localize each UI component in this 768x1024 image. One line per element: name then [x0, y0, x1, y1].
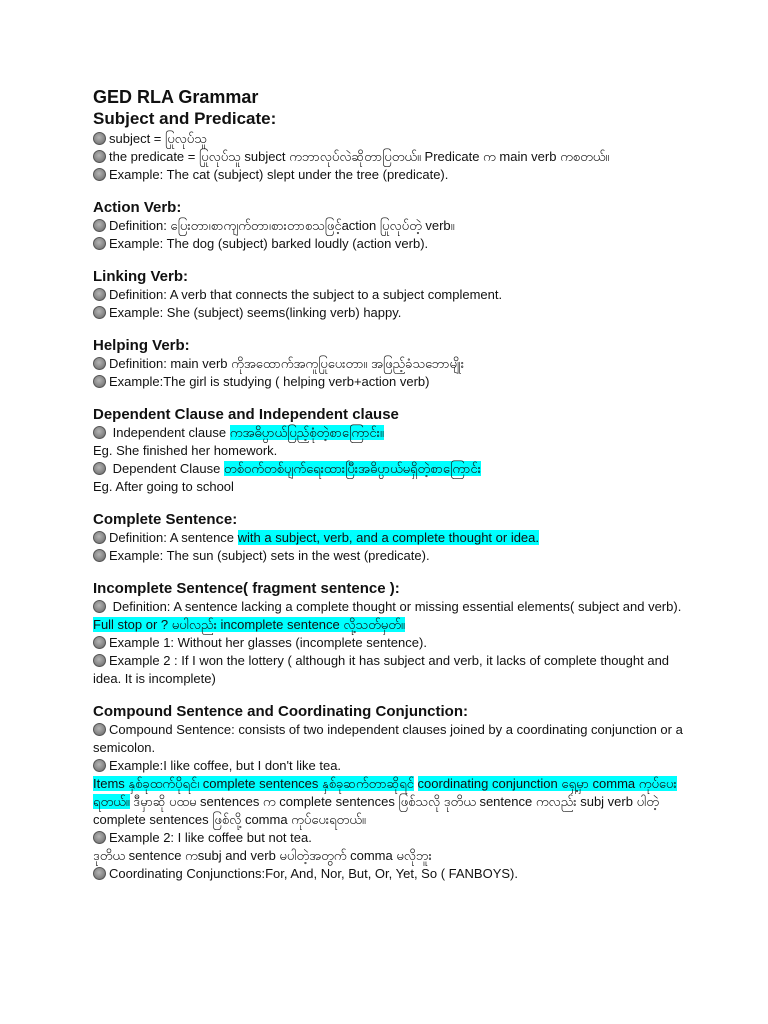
linking-verb-example: Example: She (subject) seems(linking verb) happy. — [93, 304, 683, 322]
bullet-icon — [93, 723, 106, 736]
compound-sentence-example-1: Example:I like coffee, but I don't like tea. — [93, 757, 683, 775]
bullet-icon — [93, 600, 106, 613]
highlighted-text: Items နှစ်ခုထက်ပိုရင်၊ complete sentences နှစ်ခုဆက်တာဆိုရင် — [93, 776, 414, 791]
document-page — [93, 86, 683, 883]
highlighted-text: ကအဓိပ္ပာယ်ပြည့်စုံတဲ့စာကြောင်း။ — [229, 425, 384, 440]
highlighted-text: တစ်ဝက်တစ်ပျက်ရေးထားပြီးအဓိပ္ပာယ်မရှိတဲ့စာကြောင်း — [223, 461, 481, 476]
independent-clause-line: Independent clause ကအဓိပ္ပာယ်ပြည့်စုံတဲ့စာကြောင်း။ — [93, 424, 683, 442]
predicate-line: the predicate = ပြုလုပ်သူ subject ကဘာလုပ်လဲဆိုတာပြတယ်။ Predicate က main verb ကစတယ်။ — [93, 148, 683, 166]
bullet-icon — [93, 462, 106, 475]
helping-verb-definition: Definition: main verb ကိုအထောက်အကူပြုပေးတာ။ အဖြည့်ခံသဘောမျိုး — [93, 355, 683, 373]
helping-verb-example: Example:The girl is studying ( helping verb+action verb) — [93, 373, 683, 391]
document-title: GED RLA Grammar — [93, 87, 259, 107]
incomplete-sentence-definition: Definition: A sentence lacking a complete thought or missing essential elements( subject and verb). Full stop or ? မပါလည်း incomplete sentence လို့သတ်မှတ်။ — [93, 599, 682, 632]
dependent-clause-line: Dependent Clause တစ်ဝက်တစ်ပျက်ရေးထားပြီးအဓိပ္ပာယ်မရှိတဲ့စာကြောင်း — [93, 460, 683, 478]
bullet-icon — [93, 549, 106, 562]
subject-predicate-example: Example: The cat (subject) slept under the tree (predicate). — [93, 166, 683, 184]
bullet-icon — [93, 357, 106, 370]
bullet-icon — [93, 759, 106, 772]
bullet-icon — [93, 531, 106, 544]
action-verb-definition: Definition: ပြေးတာ၊စာကျက်တာ၊စားတာစသဖြင့်action ပြုလုပ်တဲ့ verb။ — [93, 217, 683, 235]
highlighted-text: Full stop or ? မပါလည်း incomplete sentence လို့သတ်မှတ်။ — [93, 617, 405, 632]
section-heading-action-verb: Action Verb: — [93, 199, 182, 216]
compound-sentence-example-2: Example 2: I like coffee but not tea. — [93, 829, 683, 847]
bullet-icon — [93, 237, 106, 250]
independent-clause-example: Eg. She finished her homework. — [93, 443, 278, 458]
bullet-icon — [93, 306, 106, 319]
subject-line: subject = ပြုလုပ်သူ — [93, 130, 683, 148]
incomplete-sentence-example-1: Example 1: Without her glasses (incomplete sentence). — [93, 634, 683, 652]
action-verb-example: Example: The dog (subject) barked loudly (action verb). — [93, 235, 683, 253]
section-heading-clauses: Dependent Clause and Independent clause — [93, 406, 399, 423]
complete-sentence-definition: Definition: A sentence with a subject, verb, and a complete thought or idea. — [93, 529, 683, 547]
section-heading-incomplete-sentence: Incomplete Sentence( fragment sentence ): — [93, 580, 400, 597]
bullet-icon — [93, 867, 106, 880]
incomplete-sentence-example-2: Example 2 : If I won the lottery ( although it has subject and verb, it lacks of complete thought and idea. It is incomplete) — [93, 653, 670, 686]
bullet-icon — [93, 831, 106, 844]
compound-sentence-note-2: ဒုတိယ sentence ကsubj and verb မပါတဲ့အတွက် comma မလိုဘူး — [93, 848, 432, 863]
section-heading-helping-verb: Helping Verb: — [93, 337, 190, 354]
highlighted-text: coordinating conjunction ရှေ့မှာ comma ကုပ်ပေးရတယ်။ — [93, 776, 677, 809]
highlighted-text: with a subject, verb, and a complete thought or idea. — [237, 530, 540, 545]
dependent-clause-example: Eg. After going to school — [93, 479, 234, 494]
bullet-icon — [93, 132, 106, 145]
bullet-icon — [93, 375, 106, 388]
section-heading-complete-sentence: Complete Sentence: — [93, 511, 238, 528]
section-heading-linking-verb: Linking Verb: — [93, 268, 189, 285]
bullet-icon — [93, 168, 106, 181]
linking-verb-definition: Definition: A verb that connects the subject to a subject complement. — [93, 286, 683, 304]
compound-sentence-definition: Compound Sentence: consists of two independent clauses joined by a coordinating conjunction or a semicolon. — [93, 722, 683, 755]
bullet-icon — [93, 636, 106, 649]
section-heading-subject-predicate: Subject and Predicate: — [93, 109, 277, 128]
coordinating-conjunctions: Coordinating Conjunctions:For, And, Nor, But, Or, Yet, So ( FANBOYS). — [93, 865, 683, 883]
section-heading-compound-sentence: Compound Sentence and Coordinating Conjunction: — [93, 703, 468, 720]
bullet-icon — [93, 150, 106, 163]
bullet-icon — [93, 288, 106, 301]
bullet-icon — [93, 426, 106, 439]
complete-sentence-example: Example: The sun (subject) sets in the west (predicate). — [93, 547, 683, 565]
bullet-icon — [93, 654, 106, 667]
compound-sentence-note: Items နှစ်ခုထက်ပိုရင်၊ complete sentences နှစ်ခုဆက်တာဆိုရင် coordinating conjunction ရှေ့မှာ comma ကုပ်ပေးရတယ်။ ဒီမှာဆို ပထမ sentences က complete sentences ဖြစ်သလို ဒုတိယ sentence ကလည်း subj verb ပါတဲ့ complete sentences ဖြစ်လို့ comma ကုပ်ပေးရတယ်။ — [93, 776, 677, 827]
bullet-icon — [93, 219, 106, 232]
